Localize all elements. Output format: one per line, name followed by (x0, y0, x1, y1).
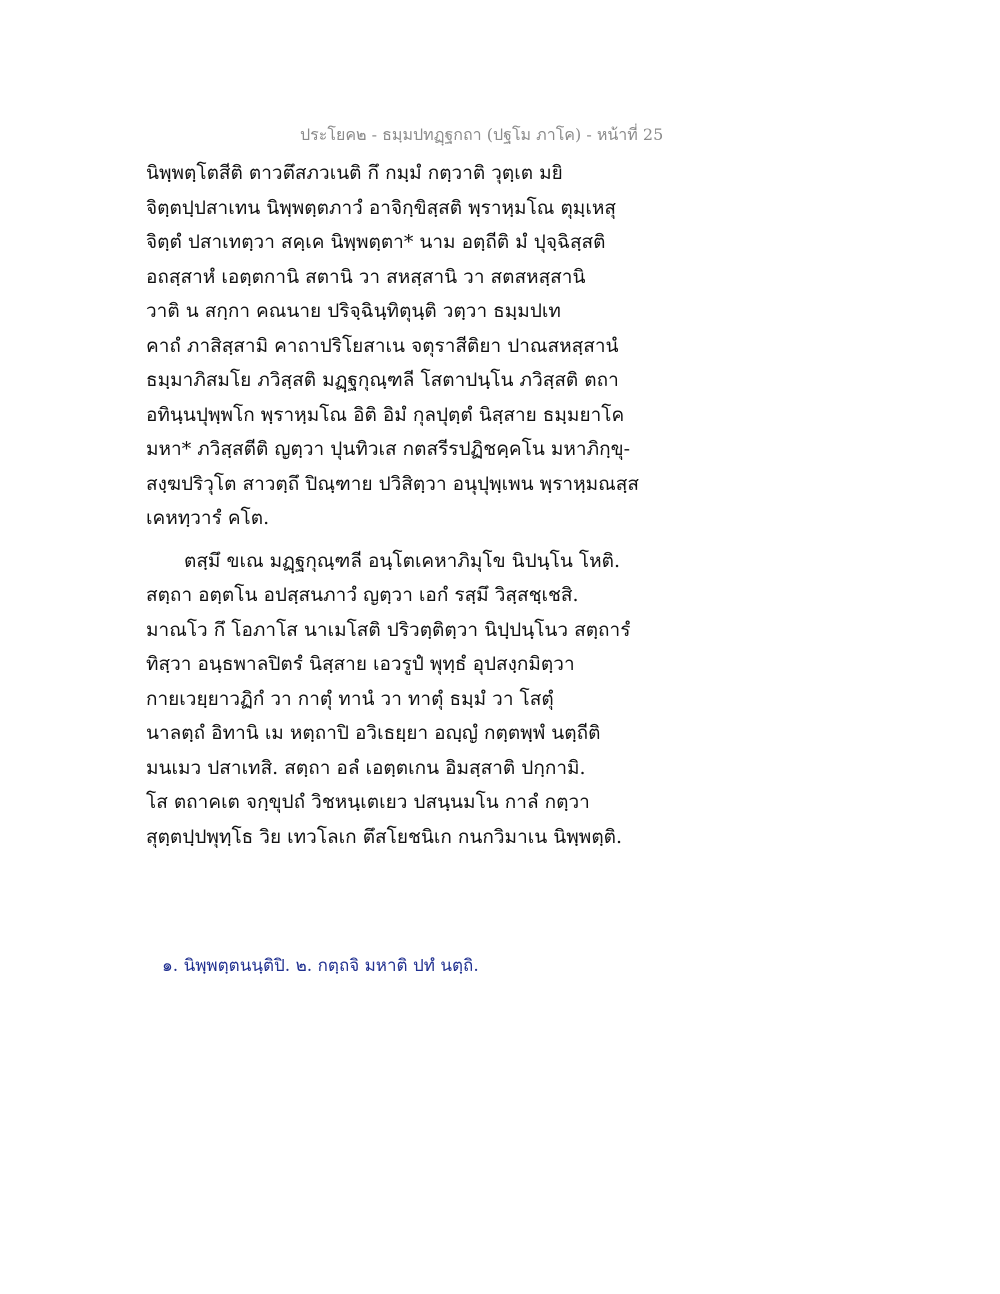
paragraph-1-line-6: คาถํ ภาสิสฺสามิ คาถาปริโยสาเน จตุราสีติยา ปาณสหสฺสานํ (146, 334, 619, 357)
paragraph-2-line-3: มาณโว กึ โอภาโส นาเมโสติ ปริวตฺติตฺวา นิปฺปนฺโนว สตฺถารํ (146, 618, 631, 641)
paragraph-1-line-9: มหา* ภวิสฺสตีติ ญตฺวา ปุนทิวเส กตสรีรปฏิชคฺคโน มหาภิกฺขุ- (146, 438, 631, 460)
paragraph-2-line-2: สตฺถา อตฺตโน อปสฺสนภาวํ ญตฺวา เอกํ รสฺมึ วิสฺสชฺเชสิ. (146, 584, 579, 606)
paragraph-2-line-4: ทิสฺวา อนฺธพาลปิตรํ นิสฺสาย เอวรูปํ พุทฺธํ อุปสงฺกมิตฺวา (146, 653, 575, 675)
paragraph-2-line-8: โส ตถาคเต จกฺขุปถํ วิชหนฺเตเยว ปสนฺนมโน กาลํ กตฺวา (146, 791, 590, 813)
paragraph-1-line-2: จิตฺตปฺปสาเทน นิพฺพตฺตภาวํ อาจิกฺขิสฺสติ พฺราหฺมโณ ตุมฺเหสุ (146, 196, 616, 219)
paragraph-2-line-9: สุตฺตปฺปพุทฺโธ วิย เทวโลเก ตึสโยชนิเก กนกวิมาเน นิพฺพตฺติ. (146, 825, 623, 848)
paragraph-1-line-4: อถสฺสาหํ เอตฺตกานิ สตานิ วา สหสฺสานิ วา สตสหสฺสานิ (146, 265, 586, 288)
paragraph-gap (146, 536, 706, 544)
paragraph-2-line-6: นาลตฺถํ อิทานิ เม หตฺถาปิ อวิเธยฺยา อญฺญํ กตฺตพฺพํ นตฺถีติ (146, 722, 601, 744)
paragraph-2-line-5: กายเวยฺยาวฏิกํ วา กาตุํ ทานํ วา ทาตุํ ธมฺมํ วา โสตุํ (146, 687, 554, 710)
paragraph-1-line-1: นิพฺพตฺโตสีติ ตาวตึสภวเนติ กึ กมฺมํ กตฺวาติ วุตฺเต มยิ (146, 162, 563, 184)
paragraph-1-line-10: สงฺฆปริวุโต สาวตฺถึ ปิณฺฑาย ปวิสิตฺวา อนุปุพฺเพน พฺราหฺมณสฺส (146, 472, 639, 495)
paragraph-1-line-8: อทินฺนปุพฺพโก พฺราหฺมโณ อิติ อิมํ กุลปุตฺตํ นิสฺสาย ธมฺมยาโค (146, 403, 625, 426)
footnote: ๑. นิพฺพตฺตนนฺติปิ. ๒. กตฺถจิ มหาติ ปทํ นตฺถิ. (162, 956, 479, 976)
paragraph-1-line-3: จิตฺตํ ปสาเทตฺวา สคฺเค นิพฺพตฺตา* นาม อตฺถีติ มํ ปุจฺฉิสฺสติ (146, 231, 606, 253)
body-text (146, 156, 706, 854)
paragraph-1-line-5: วาติ น สกฺกา คณนาย ปริจฺฉินฺทิตุนฺติ วตฺวา ธมฺมปเท (146, 300, 561, 322)
paragraph-2-line-7: มนเมว ปสาเทสิ. สตฺถา อลํ เอตฺตเกน อิมสฺสาติ ปกฺกามิ. (146, 756, 586, 779)
paragraph-1-line-11: เคหทฺวารํ คโต. (146, 507, 270, 529)
paragraph-1-line-7: ธมฺมาภิสมโย ภวิสฺสติ มฏฺฐกุณฺฑลี โสตาปนฺโน ภวิสฺสติ ตถา (146, 369, 619, 391)
paragraph-2-line-1: ตสฺมึ ขเณ มฏฺฐกุณฺฑลี อนฺโตเคหาภิมุโข นิปนฺโน โหติ. (184, 549, 620, 572)
running-head: ประโยค๒ - ธมฺมปทฏฺฐกถา (ปฐโม ภาโค) - หน้าที่ 25 (300, 125, 664, 144)
